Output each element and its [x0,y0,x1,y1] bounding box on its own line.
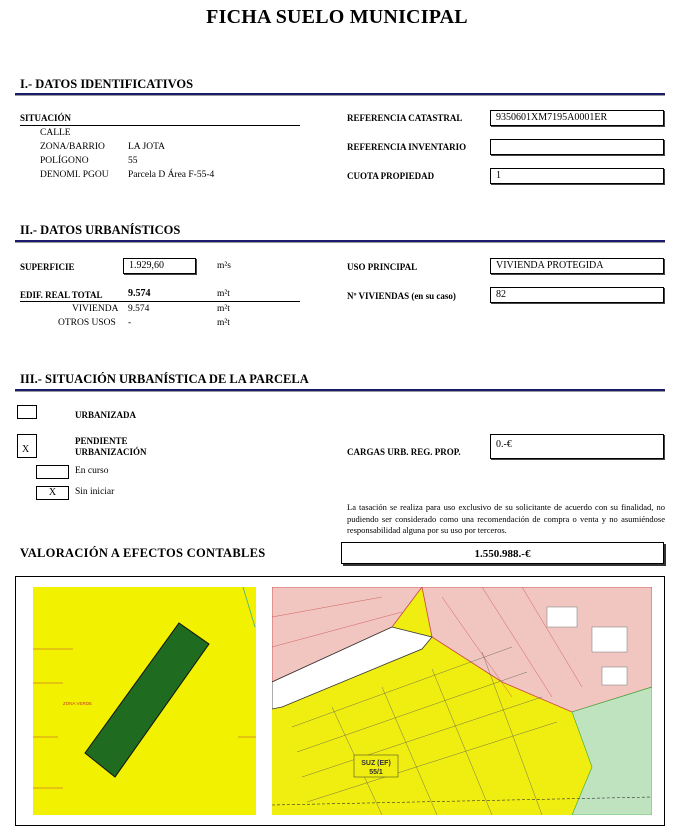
vivienda-value: 9.574 [128,304,150,314]
cuota-label: CUOTA PROPIEDAD [347,171,435,181]
poligono-label: POLÍGONO [40,156,89,166]
planning-zoning-map [272,587,652,815]
edif-underline [20,301,300,302]
urbanizada-label: URBANIZADA [75,410,137,420]
sininiciar-label: Sin iniciar [75,487,115,497]
building-block [547,607,577,627]
parcel-location-map [33,587,256,815]
section-2-heading: II.- DATOS URBANÍSTICOS [20,223,181,237]
sector-label: SUZ (EF) [361,760,391,767]
zona-value: LA JOTA [128,142,165,152]
nviv-label: Nº VIVIENDAS (en su caso) [347,291,456,301]
edif-value: 9.574 [128,288,151,299]
urbanizada-checkbox[interactable] [17,405,37,419]
section-3-rule [15,389,665,392]
section-1-heading: I.- DATOS IDENTIFICATIVOS [20,77,194,91]
superficie-field[interactable]: 1.929,60 [123,258,196,274]
encurso-checkbox[interactable] [36,465,69,479]
ref-catastral-field[interactable]: 9350601XM7195A0001ER [490,110,664,126]
ref-inventario-field[interactable] [490,139,664,155]
superficie-label: SUPERFICIE [20,262,75,272]
zona-label: ZONA/BARRIO [40,142,105,152]
page-title: FICHA SUELO MUNICIPAL [206,6,468,28]
nviv-field[interactable]: 82 [490,287,664,303]
encurso-label: En curso [75,466,109,476]
vivienda-label: VIVIENDA [72,304,119,314]
situacion-label: SITUACIÓN [20,113,72,123]
poligono-value: 55 [128,156,138,166]
otros-value: - [128,318,132,328]
cargas-field[interactable]: 0.-€ [490,434,664,459]
zona-verde-text: ZONA VERDE [63,701,93,706]
section-2-rule [15,240,665,243]
section-3-heading: III.- SITUACIÓN URBANÍSTICA DE LA PARCELA [20,372,309,386]
sector-sub-label: 55/1 [369,769,383,776]
calle-label: CALLE [40,128,71,138]
denomi-label: DENOMI. PGOU [40,170,109,180]
disclaimer-text: La tasación se realiza para uso exclusivo de su solicitante de acuerdo con su finalidad, no pudiendo ser considerado como una recomendación de compra o venta y no asumiéndose responsabilidad alguna por su uso por terceros. [347,502,665,535]
pendiente-checkbox[interactable]: X [17,434,37,458]
pendiente-label-2: URBANIZACIÓN [75,447,147,457]
valoracion-label: VALORACIÓN A EFECTOS CONTABLES [20,546,266,560]
building-block [592,627,627,652]
valoracion-value: 1.550.988.-€ [341,542,664,564]
ref-catastral-label: REFERENCIA CATASTRAL [347,113,463,123]
cargas-label: CARGAS URB. REG. PROP. [347,447,461,457]
sininiciar-checkbox[interactable]: X [36,486,69,500]
superficie-unit: m²s [217,261,231,271]
otros-unit: m²t [217,318,230,328]
pendiente-label-1: PENDIENTE [75,436,128,446]
edif-label: EDIF. REAL TOTAL [20,290,103,300]
situacion-underline [20,125,300,126]
denomi-value: Parcela D Área F-55-4 [128,170,215,180]
building-block [602,667,627,685]
uso-field[interactable]: VIVIENDA PROTEGIDA [490,258,664,274]
vivienda-unit: m²t [217,304,230,314]
section-1-rule [15,93,665,96]
ref-inventario-label: REFERENCIA INVENTARIO [347,142,467,152]
edif-unit: m²t [217,289,230,299]
cuota-field[interactable]: 1 [490,168,664,184]
otros-label: OTROS USOS [58,318,116,328]
uso-label: USO PRINCIPAL [347,262,418,272]
